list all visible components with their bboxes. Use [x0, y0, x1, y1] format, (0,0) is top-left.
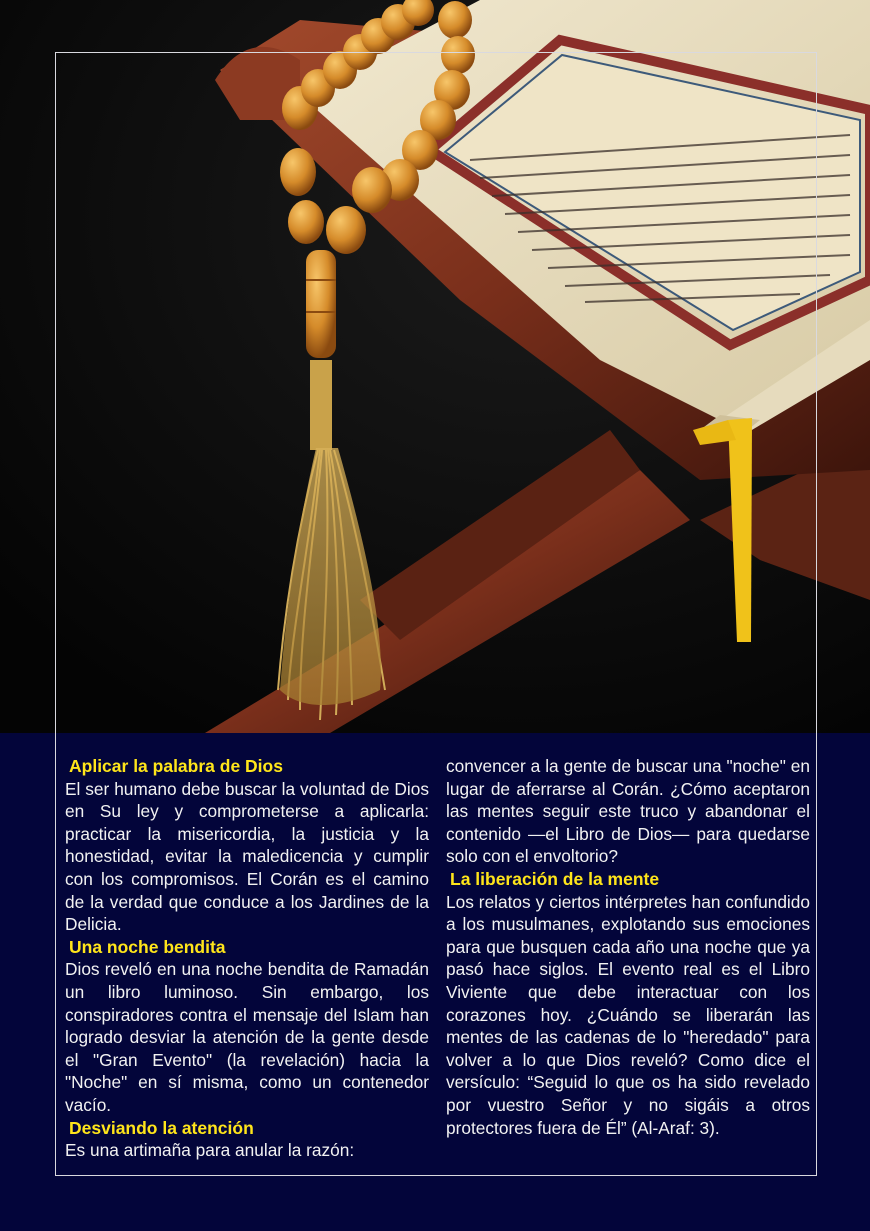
section-heading: Desviando la atención	[69, 1117, 254, 1138]
section-body: convencer a la gente de buscar una "noche" en lugar de aferrarse al Corán. ¿Cómo aceptaron las mentes seguir este truco y abandonar el contenido —el Libro de Dios— para quedarse solo con el envoltorio?	[446, 756, 810, 867]
section-body: Los relatos y ciertos intérpretes han confundido a los musulmanes, explotando sus emociones para que busquen cada año una noche que ya pasó hace siglos. El evento real es el Libro Viviente que debe interactuar con los corazones hoy. ¿Cuándo se liberarán las mentes de las cadenas de lo "heredado" para volver a lo que Dios reveló? Como dice el versículo: “Seguid lo que os ha sido revelado por vuestro Señor y no sigáis a otros protectores fuera de Él” (Al-Araf: 3).	[446, 891, 810, 1138]
section-heading: Aplicar la palabra de Dios	[69, 756, 283, 776]
section-body: Dios reveló en una noche bendita de Ramadán un libro luminoso. Sin embargo, los conspiradores contra el mensaje del Islam han logrado desviar la atención de la gente desde el "Gran Evento" (la revelación) hacia la "Noche" en sí misma, como un contenedor vacío.	[65, 959, 429, 1115]
section-heading: Una noche bendita	[69, 936, 226, 957]
section-heading: La liberación de la mente	[450, 868, 660, 889]
section-body: Es una artimaña para anular la razón:	[65, 1140, 355, 1161]
article-right-column	[446, 755, 810, 1139]
article-left-column	[65, 755, 429, 1162]
section-body: El ser humano debe buscar la voluntad de Dios en Su ley y comprometerse a aplicarla: practicar la misericordia, la justicia y la honestidad, evitar la maledicencia y cumplir con los compromisos. El Corán es el camino de la verdad que conduce a los Jardines de la Delicia.	[65, 778, 429, 935]
